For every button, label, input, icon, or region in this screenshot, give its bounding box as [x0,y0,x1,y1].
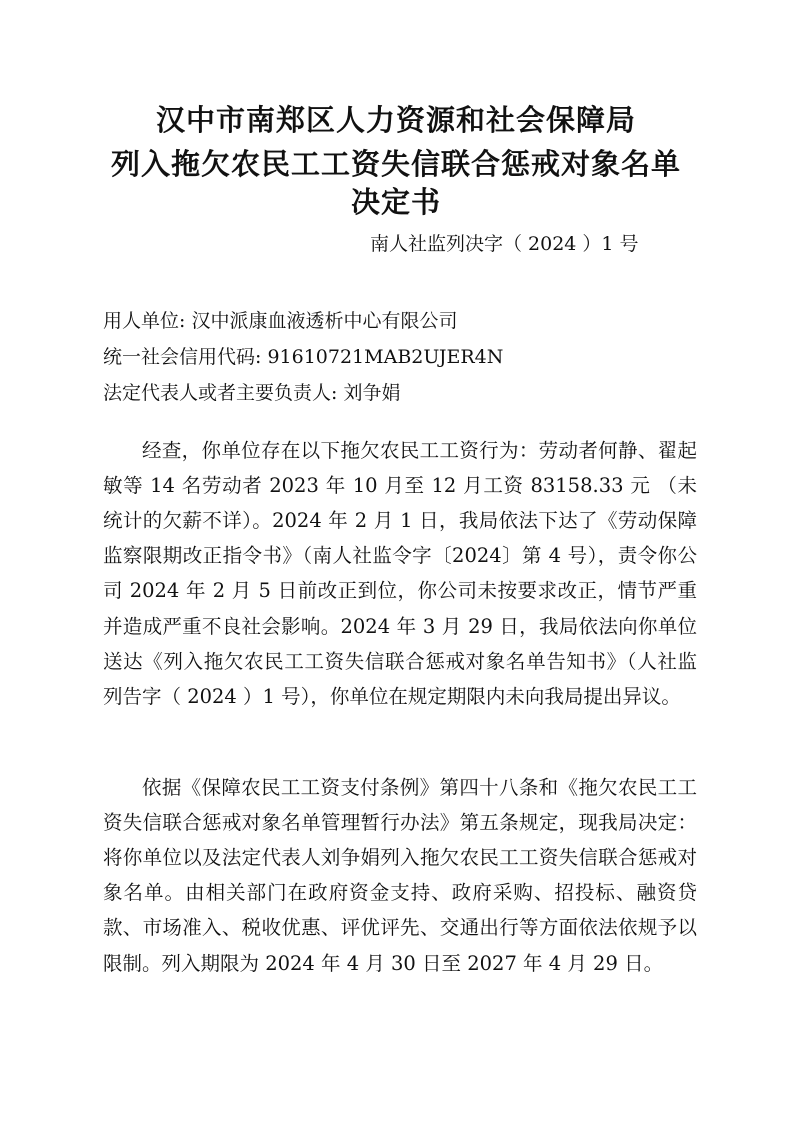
legal-representative-line: 法定代表人或者主要负责人: 刘争娟 [103,382,401,404]
document-title-line-2: 列入拖欠农民工工资失信联合惩戒对象名单 [110,147,681,181]
document-number: 南人社监列决字（ 2024 ）1 号 [370,233,639,255]
employer-line: 用人单位: 汉中派康血液透析中心有限公司 [103,310,458,332]
document-title-line-1: 汉中市南郑区人力资源和社会保障局 [155,103,636,137]
credit-code-line: 统一社会信用代码: 91610721MAB2UJER4N [103,346,504,368]
findings-paragraph: 经查，你单位存在以下拖欠农民工工资行为：劳动者何静、翟起敏等 14 名劳动者 2023 年 10 月至 12 月工资 83158.33 元 （未统计的欠薪不详）。2024 年 2 月 1 日，我局依法下达了《劳动保障监察限期改正指令书》（南人社监令字〔2024〕第 4 号），责令你公司 2024 年 2 月 5 日前改正到位，你公司未按要求改正，情节严重并造成严重不良社会影响。2024 年 3 月 29 日，我局依法向你单位送达《列入拖欠农民工工资失信联合惩戒对象名单告知书》（人社监列告字（ 2024 ）1 号），你单位在规定期限内未向我局提出异议。 [103,438,697,708]
document-title-line-3: 决定书 [350,185,441,219]
decision-paragraph: 依据《保障农民工工资支付条例》第四十八条和《拖欠农民工工资失信联合惩戒对象名单管理暂行办法》第五条规定，现我局决定：将你单位以及法定代表人刘争娟列入拖欠农民工工资失信联合惩戒对象名单。由相关部门在政府资金支持、政府采购、招投标、融资贷款、市场准入、税收优惠、评优评先、交通出行等方面依法依规予以限制。列入期限为 2024 年 4 月 30 日至 2027 年 4 月 29 日。 [103,775,697,975]
